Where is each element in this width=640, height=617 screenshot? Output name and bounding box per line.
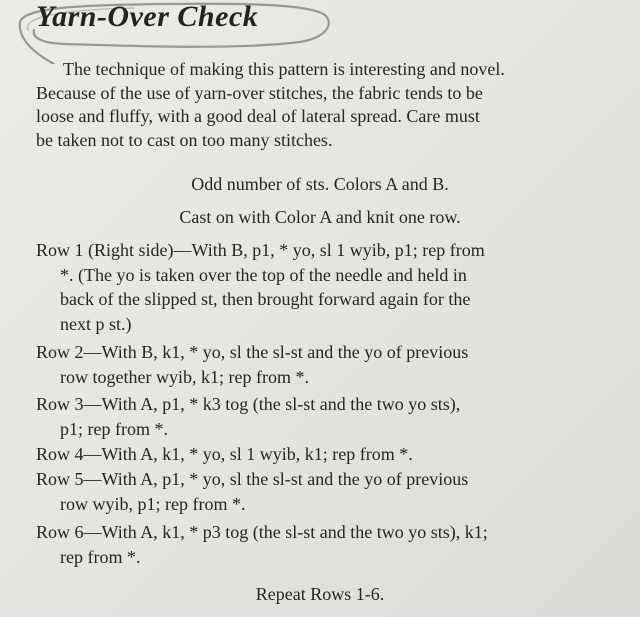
row-line: Row 1 (Right side)—With B, p1, * yo, sl 1 wyib, p1; rep from xyxy=(36,240,485,260)
title-area xyxy=(14,0,334,64)
row-line: Row 2—With B, k1, * yo, sl the sl-st and the yo of previous xyxy=(36,342,469,362)
stitch-count-line: Odd number of sts. Colors A and B. xyxy=(191,174,449,194)
repeat-line: Repeat Rows 1-6. xyxy=(255,584,385,604)
intro-line: loose and fluffy, with a good deal of lateral spread. Care must xyxy=(36,106,480,126)
row-line: Row 4—With A, k1, * yo, sl 1 wyib, k1; rep from *. xyxy=(36,444,413,464)
cast-on-line: Cast on with Color A and knit one row. xyxy=(179,207,461,227)
row-line: Row 6—With A, k1, * p3 tog (the sl-st and the two yo sts), k1; xyxy=(36,522,488,542)
row-line: row wyib, p1; rep from *. xyxy=(60,493,246,514)
row-line: *. (The yo is taken over the top of the needle and held in xyxy=(60,264,467,285)
intro-line: be taken not to cast on too many stitches. xyxy=(36,129,333,150)
row-line: Row 5—With A, p1, * yo, sl the sl-st and the yo of previous xyxy=(36,469,469,489)
row-line: p1; rep from *. xyxy=(60,418,168,439)
intro-line: Because of the use of yarn-over stitches, the fabric tends to be xyxy=(36,82,483,103)
row-line: rep from *. xyxy=(60,546,141,567)
row-instruction-3 xyxy=(36,392,636,441)
row-line: next p st.) xyxy=(60,313,132,334)
row-line: back of the slipped st, then brought forward again for the xyxy=(60,289,471,309)
row-instruction-4 xyxy=(36,442,636,467)
row-instruction-2 xyxy=(36,340,636,389)
row-line: Row 3—With A, p1, * k3 tog (the sl-st and the two yo sts), xyxy=(36,394,461,414)
pattern-title: Yarn-Over Check xyxy=(36,0,259,33)
row-instruction-6 xyxy=(36,520,636,569)
row-line: row together wyib, k1; rep from *. xyxy=(60,366,309,387)
intro-line: The technique of making this pattern is interesting and novel. xyxy=(63,59,505,79)
row-instruction-5 xyxy=(36,467,636,516)
row-instruction-1 xyxy=(36,238,636,336)
intro-paragraph xyxy=(36,58,626,152)
